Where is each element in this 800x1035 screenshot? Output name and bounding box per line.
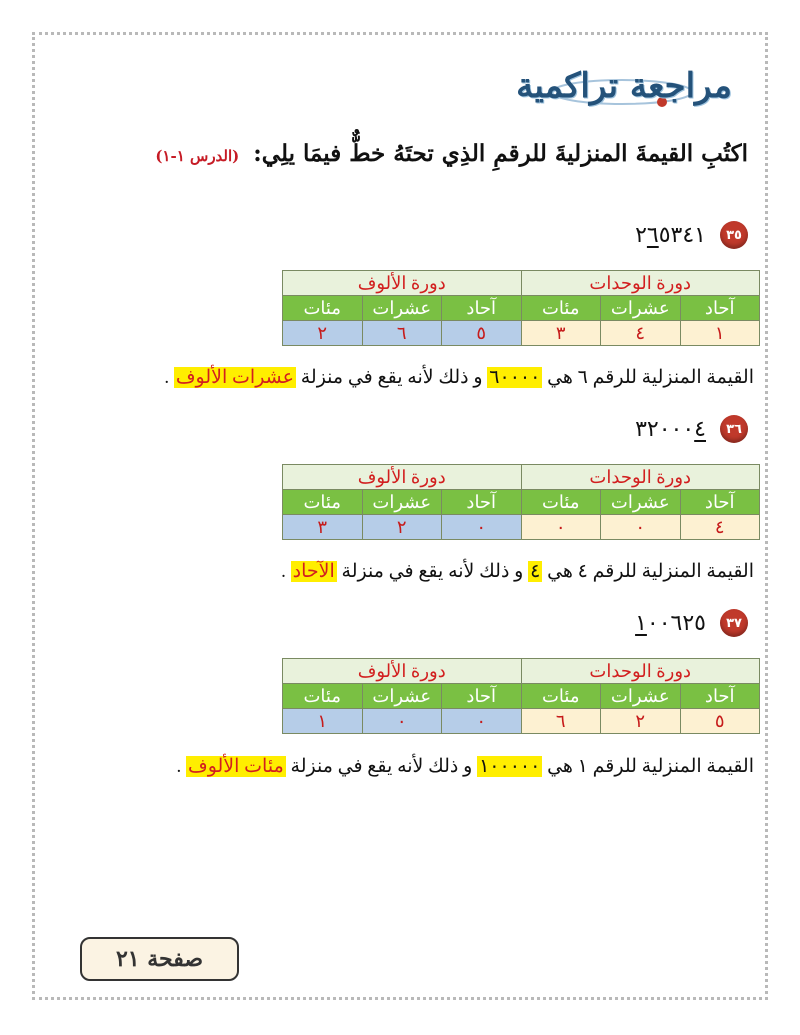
digit-cell: ٠ <box>442 515 522 540</box>
digit-cell: ٤ <box>680 515 760 540</box>
hundreds-label: مئات <box>521 490 601 515</box>
underlined-digit: ٦ <box>646 222 659 248</box>
underlined-digit: ٤ <box>694 416 706 442</box>
ones-label: آحاد <box>680 490 760 515</box>
tens-label: عشرات <box>601 296 681 321</box>
answer-sentence: القيمة المنزلية للرقم ٤ هي ٤ و ذلك لأنه يقع في منزلة الآحاد . <box>281 561 754 582</box>
page-number-box <box>80 937 239 981</box>
tens-label: عشرات <box>601 684 681 709</box>
hundreds-label: مئات <box>521 684 601 709</box>
answer-sentence: القيمة المنزلية للرقم ١ هي ١٠٠٠٠٠ و ذلك لأنه يقع في منزلة مئات الألوف . <box>176 756 754 777</box>
problem-number: ١٠٠٦٢٥ <box>635 610 706 636</box>
units-period-header: دورة الوحدات <box>521 659 760 684</box>
problem-number: ٢٦٥٣٤١ <box>635 222 706 248</box>
page-title: مراجعة تراكمية <box>516 66 732 106</box>
problem-number-badge: ٣٧ <box>720 609 748 637</box>
place-value-answer: ١٠٠٠٠٠ <box>479 756 541 777</box>
digit-cell: ١ <box>680 321 760 346</box>
place-value-table <box>282 464 760 540</box>
thousands-tens-label: عشرات <box>362 684 442 709</box>
place-name-answer: الآحاد <box>292 561 335 582</box>
problem-35 <box>635 220 748 250</box>
digit-cell: ٣ <box>521 321 601 346</box>
thousands-tens-label: عشرات <box>362 490 442 515</box>
digit-cell: ٢ <box>362 515 442 540</box>
digit-cell: ٦ <box>362 321 442 346</box>
problem-37 <box>635 608 748 638</box>
units-period-header: دورة الوحدات <box>521 465 760 490</box>
instruction-text: اكتُبِ القيمةَ المنزليةَ للرقمِ الذِي تحتَهُ خطٌّ فيمَا يلِي: <box>253 140 748 167</box>
ones-label: آحاد <box>680 684 760 709</box>
digit-cell: ٤ <box>601 321 681 346</box>
underlined-digit: ١ <box>635 610 647 636</box>
ones-label: آحاد <box>680 296 760 321</box>
thousands-ones-label: آحاد <box>442 296 522 321</box>
thousands-period-header: دورة الألوف <box>283 271 522 296</box>
digit-cell: ٢ <box>601 709 681 734</box>
digit-cell: ٣ <box>283 515 363 540</box>
thousands-hundreds-label: مئات <box>283 296 363 321</box>
thousands-hundreds-label: مئات <box>283 684 363 709</box>
tens-label: عشرات <box>601 490 681 515</box>
units-period-header: دورة الوحدات <box>521 271 760 296</box>
answer-sentence: القيمة المنزلية للرقم ٦ هي ٦٠٠٠٠ و ذلك لأنه يقع في منزلة عشرات الألوف . <box>164 367 754 388</box>
digit-cell: ٠ <box>362 709 442 734</box>
instruction <box>48 140 748 167</box>
thousands-period-header: دورة الألوف <box>283 465 522 490</box>
digit-cell: ٥ <box>442 321 522 346</box>
place-value-answer: ٤ <box>530 561 541 582</box>
place-name-answer: مئات الألوف <box>188 756 284 777</box>
thousands-ones-label: آحاد <box>442 684 522 709</box>
place-value-table <box>282 270 760 346</box>
problem-number-badge: ٣٥ <box>720 221 748 249</box>
digit-cell: ٠ <box>521 515 601 540</box>
problem-number-badge: ٣٦ <box>720 415 748 443</box>
lesson-reference: (الدرس ١-١) <box>155 147 240 165</box>
digit-cell: ١ <box>283 709 363 734</box>
place-value-answer: ٦٠٠٠٠ <box>489 367 541 388</box>
problem-36 <box>635 414 748 444</box>
thousands-hundreds-label: مئات <box>283 490 363 515</box>
page-number: صفحة ٢١ <box>115 946 204 972</box>
digit-cell: ٦ <box>521 709 601 734</box>
problem-number: ٣٢٠٠٠٤ <box>635 416 706 442</box>
digit-cell: ٠ <box>601 515 681 540</box>
digit-cell: ٢ <box>283 321 363 346</box>
place-value-table <box>282 658 760 734</box>
place-name-answer: عشرات الألوف <box>175 367 294 388</box>
thousands-period-header: دورة الألوف <box>283 659 522 684</box>
thousands-tens-label: عشرات <box>362 296 442 321</box>
digit-cell: ٥ <box>680 709 760 734</box>
digit-cell: ٠ <box>442 709 522 734</box>
hundreds-label: مئات <box>521 296 601 321</box>
section-header <box>512 62 732 110</box>
thousands-ones-label: آحاد <box>442 490 522 515</box>
